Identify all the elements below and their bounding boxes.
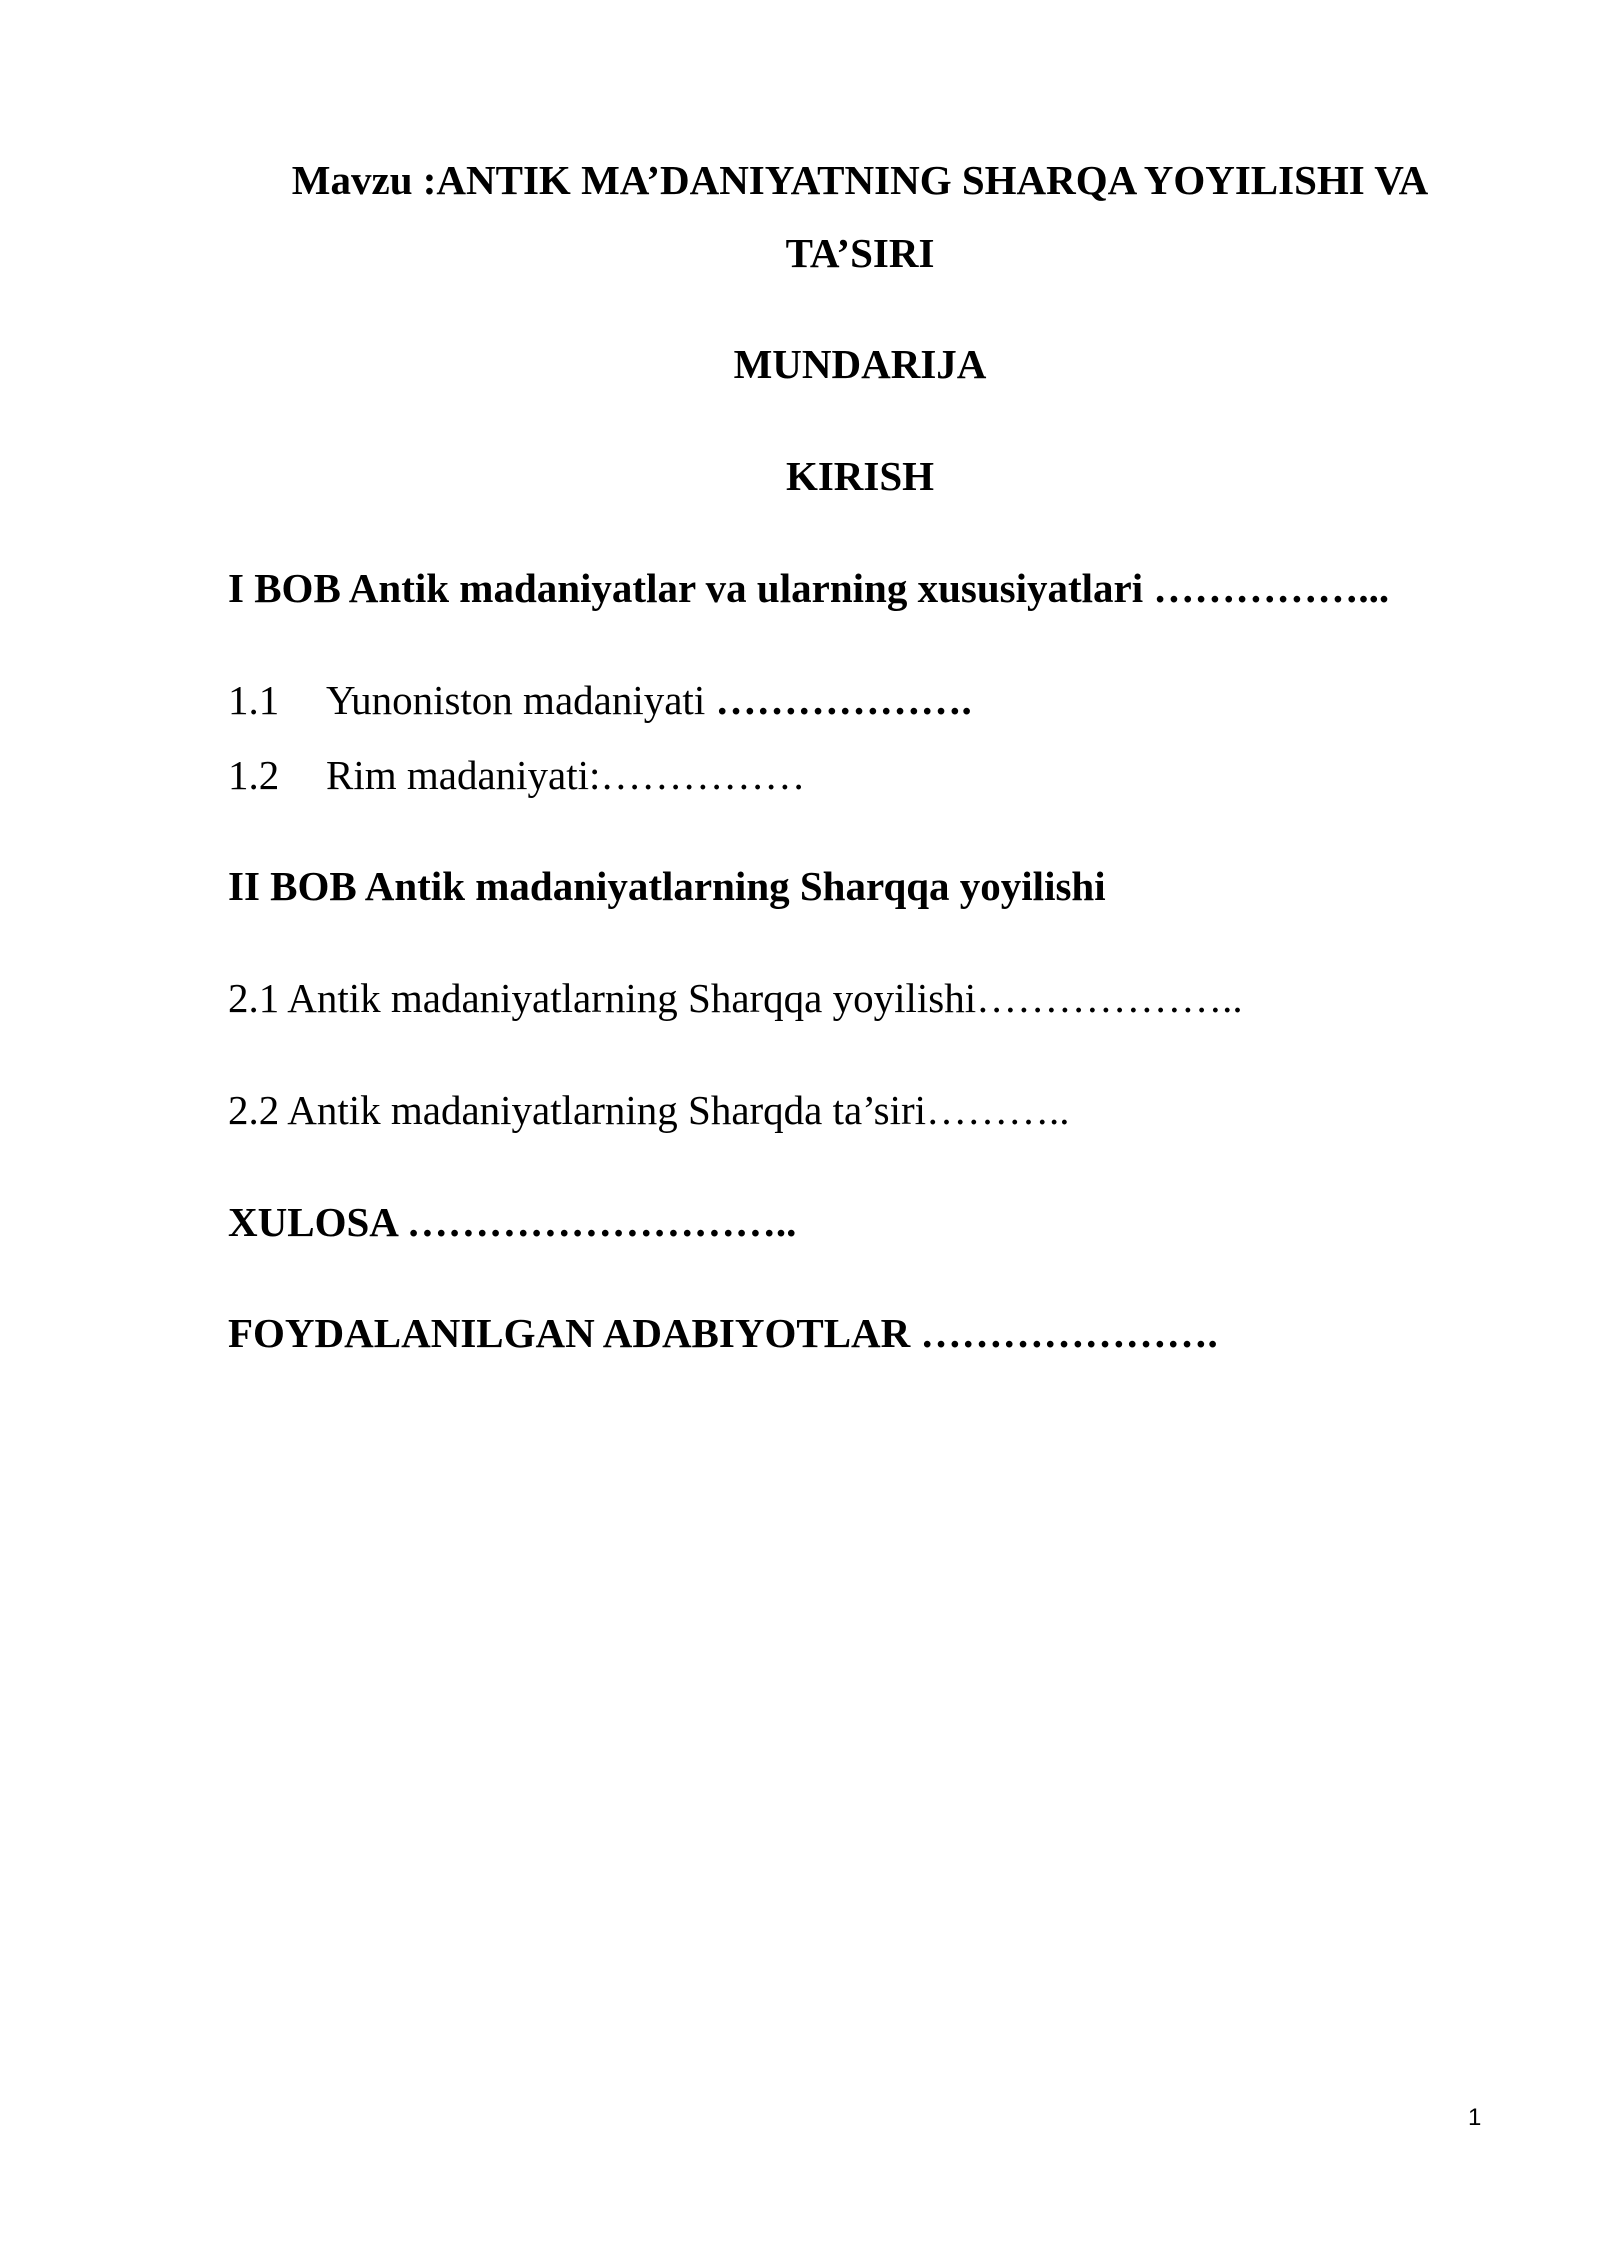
section-1-2-entry bbox=[228, 752, 806, 798]
section-1-1-entry bbox=[228, 677, 972, 723]
section-number: 1.1 bbox=[228, 677, 280, 723]
section-title: Rim madaniyati:…………… bbox=[326, 752, 806, 798]
chapter-2-entry: II BOB Antik madaniyatlarning Sharqqa yoyilishi bbox=[228, 863, 1106, 909]
section-leader-dots: ………………. bbox=[715, 677, 972, 723]
title-main: ANTIK MA’DANIYATNING SHARQA YOYILISHI VA bbox=[436, 157, 1429, 203]
page-number: 1 bbox=[1468, 2104, 1482, 2131]
contents-heading: MUNDARIJA bbox=[733, 341, 987, 387]
section-2-1-entry: 2.1 Antik madaniyatlarning Sharqqa yoyilishi……………….. bbox=[228, 975, 1243, 1021]
section-number: 1.2 bbox=[228, 752, 280, 798]
section-2-2-entry: 2.2 Antik madaniyatlarning Sharqda ta’siri……….. bbox=[228, 1087, 1070, 1133]
section-title: Yunoniston madaniyati bbox=[326, 677, 716, 723]
chapter-1-entry: I BOB Antik madaniyatlar va ularning xususiyatlari ……………... bbox=[228, 565, 1390, 611]
title-line-2: TA’SIRI bbox=[785, 230, 935, 276]
references-entry: FOYDALANILGAN ADABIYOTLAR …………………. bbox=[228, 1310, 1218, 1356]
intro-heading: KIRISH bbox=[785, 453, 935, 499]
title-prefix: Mavzu : bbox=[291, 157, 437, 203]
title-line-1 bbox=[0, 157, 1600, 203]
conclusion-entry: XULOSA ……………………….. bbox=[228, 1199, 797, 1245]
